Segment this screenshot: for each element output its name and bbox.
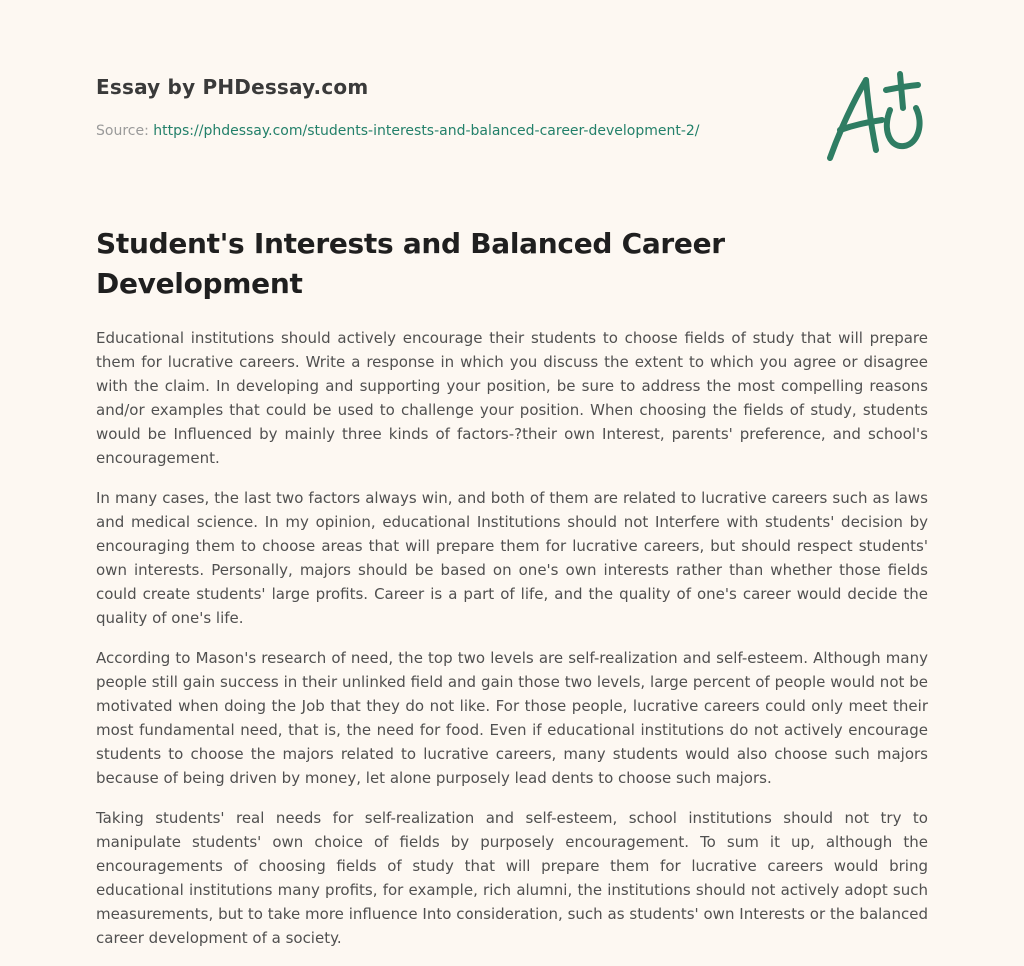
article-paragraph: In many cases, the last two factors always win, and both of them are related to lucrative careers such as laws and medical science. In my opinion, educational Institutions should not Interfere with students' decision by encouraging them to choose areas that will prepare them for lucrative careers, but should respect students' own interests. Personally, majors should be based on one's own interests rather than whether those fields could create students' large profits. Career is a part of life, and the quality of one's career would decide the quality of one's life. (96, 489, 928, 627)
article (96, 224, 928, 966)
source-line (96, 123, 700, 139)
a-plus-grade-icon (824, 68, 928, 168)
article-paragraph: According to Mason's research of need, the top two levels are self-realization and self-esteem. Although many people still gain success in their unlinked field and gain those two levels, large percent of people would not be motivated when doing the Job that they do not like. For those people, lucrative careers could only meet their most fundamental need, that is, the need for food. Even if educational institutions do not actively encourage students to choose the majors related to lucrative careers, many students would also choose such majors because of being driven by money, let alone purposely lead dents to choose such majors. (96, 649, 928, 787)
site-brand: Essay by PHDessay.com (96, 75, 369, 99)
article-paragraph: Educational institutions should actively encourage their students to choose fields of study that will prepare them for lucrative careers. Write a response in which you discuss the extent to which you agree or disagree with the claim. In developing and supporting your position, be sure to address the most compelling reasons and/or examples that could be used to challenge your position. When choosing the fields of study, students would be Influenced by mainly three kinds of factors-?their own Interest, parents' preference, and school's encouragement. (96, 329, 928, 467)
source-link[interactable]: https://phdessay.com/students-interests-and-balanced-career-development-2/ (153, 123, 700, 139)
page-header (96, 0, 928, 190)
article-title: Student's Interests and Balanced Career Development (96, 227, 725, 300)
article-paragraph: Taking students' real needs for self-realization and self-esteem, school institutions should not try to manipulate students' own choice of fields by purposely encouragement. To sum it up, although the encouragements of choosing fields of study that will prepare them for lucrative careers would bring educational institutions many profits, for example, rich alumni, the institutions should not actively adopt such measurements, but to take more influence Into consideration, such as students' own Interests or the balanced career development of a society. (96, 809, 928, 947)
source-label: Source: (96, 123, 149, 139)
